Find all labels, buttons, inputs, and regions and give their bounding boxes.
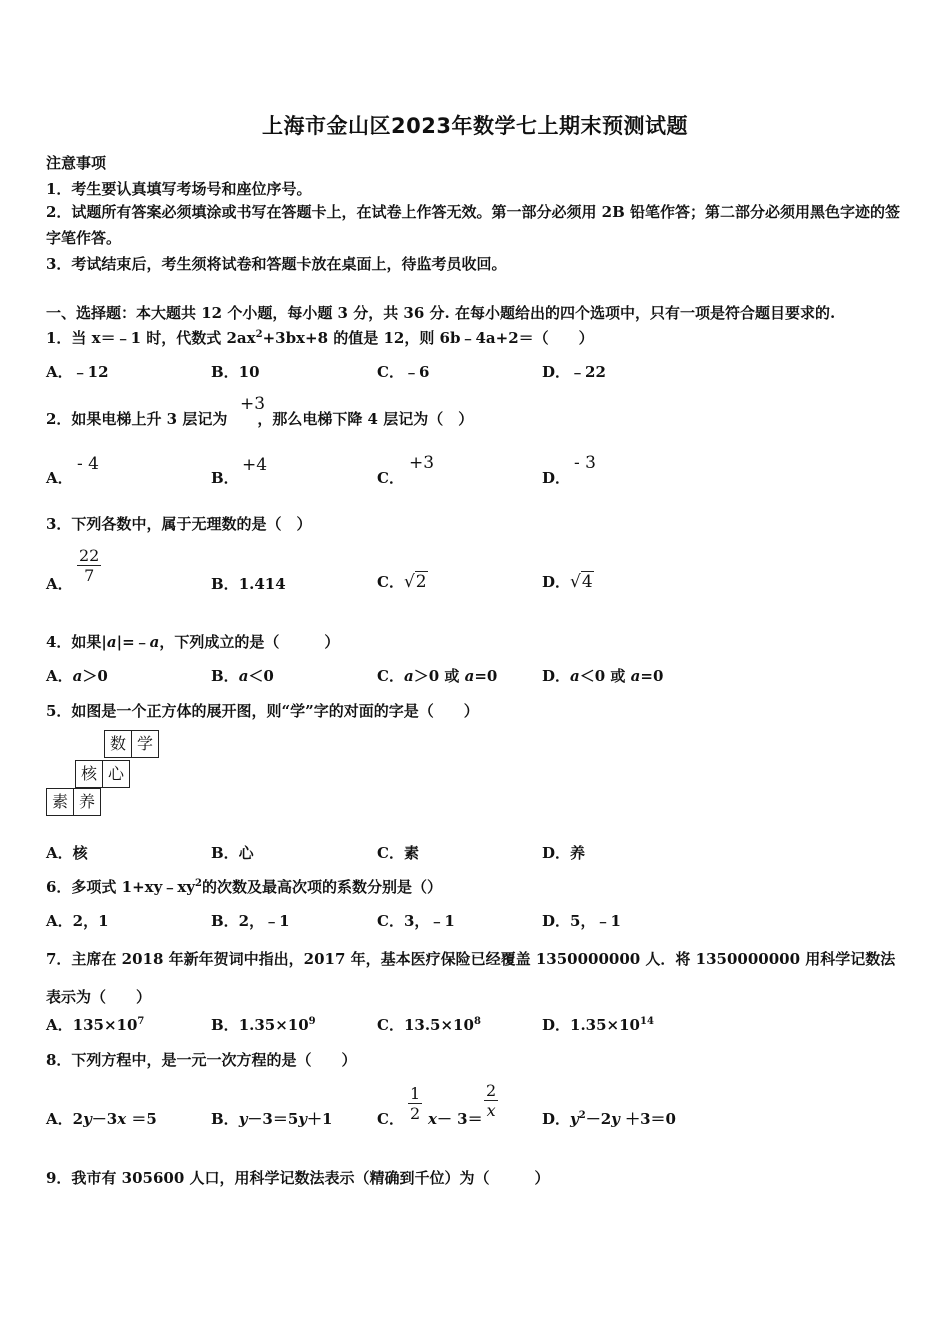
notice-item-1: 1．考生要认真填写考场号和座位序号。: [46, 180, 312, 198]
q4-option-c[interactable]: C．a＞0 或 a=0: [377, 667, 498, 685]
q3-option-a-fraction: [77, 546, 101, 585]
q4-option-d[interactable]: D．a＜0 或 a=0: [542, 667, 664, 685]
q2-option-b-label: B．: [211, 469, 239, 487]
q8-c-fraction-1: $\frac{1}{2}$: [410, 1084, 421, 1123]
q1-option-c[interactable]: C．﹣6: [377, 363, 430, 381]
q2-stem-math: +3: [240, 394, 266, 414]
net-cell-xin: 心: [102, 760, 130, 788]
net-cell-xue: 学: [131, 730, 159, 758]
q2-option-a-value: - 4: [77, 454, 99, 474]
q3-option-d-label: D．: [542, 573, 571, 591]
q3-option-a-label: A．: [46, 575, 73, 593]
question-9-stem: 9．我市有 305600 人口，用科学记数法表示（精确到千位）为（ ）: [46, 1169, 550, 1187]
notice-heading: 注意事项: [46, 154, 107, 172]
q3-option-b[interactable]: [211, 573, 286, 594]
q7-option-d[interactable]: D．$1.35\times 10^{14}$: [542, 1016, 654, 1034]
question-6-stem: 6．多项式 $1+xy﹣xy^2$的次数及最高次项的系数分别是（）: [46, 878, 442, 896]
q3-option-c-label: C．: [377, 573, 404, 591]
q2-option-a-label: A．: [46, 469, 73, 487]
question-7-stem: 7．主席在 2018 年新年贺词中指出，2017 年，基本医疗保险已经覆盖 1350000000 人．将 1350000000 用科学记数法表示为（ ）: [46, 950, 896, 1006]
net-cell-su: 素: [46, 788, 74, 816]
q8-option-b[interactable]: B．y－3＝5y＋1: [211, 1110, 333, 1128]
question-2-stem: 2．如果电梯上升 3 层记为 ，那么电梯下降 4 层记为（ ）: [46, 410, 474, 428]
question-8-stem: 8．下列方程中，是一元一次方程的是（ ）: [46, 1051, 357, 1069]
q7-option-a[interactable]: A．$135\times 10^7$: [46, 1016, 145, 1034]
notice-item-3: 3．考试结束后，考生须将试卷和答题卡放在桌面上，待监考员收回。: [46, 255, 507, 273]
q8-option-c[interactable]: C．: [377, 1110, 404, 1128]
q6-option-a[interactable]: A．2，1: [46, 912, 109, 930]
question-5-stem: 5．如图是一个正方体的展开图，则“学”字的对面的字是（ ）: [46, 702, 479, 720]
q4-option-b[interactable]: B．a＜0: [211, 667, 274, 685]
q1-option-b[interactable]: B．10: [211, 363, 260, 381]
section-heading: 一、选择题：本大题共 12 个小题，每小题 3 分，共 36 分. 在每小题给出的四个选项中，只有一项是符合题目要求的.: [46, 304, 836, 322]
q5-option-a[interactable]: A．核: [46, 844, 88, 862]
q3-option-a[interactable]: [46, 573, 73, 594]
q2-option-a[interactable]: [46, 467, 73, 488]
question-4-stem: 4．如果|a|=﹣a，下列成立的是（ ）: [46, 633, 340, 651]
q2-option-d[interactable]: [542, 467, 570, 488]
q6-option-b[interactable]: B．2，﹣1: [211, 912, 290, 930]
q3-option-d[interactable]: [542, 571, 594, 592]
q3-option-d-sqrt: √4: [570, 572, 593, 592]
q6-option-d[interactable]: D．5，﹣1: [542, 912, 621, 930]
q3-option-c[interactable]: [377, 571, 428, 592]
q3-option-c-sqrt: √2: [403, 572, 427, 592]
q3-a-denominator: 7: [84, 566, 95, 585]
q3-option-b-value: 1.414: [238, 575, 286, 593]
q7-option-c[interactable]: C．$13.5\times 10^8$: [377, 1016, 481, 1034]
net-cell-yang: 养: [73, 788, 101, 816]
q3-a-numerator: 22: [79, 546, 100, 565]
q5-option-c[interactable]: C．素: [377, 844, 419, 862]
q8-c-middle: x－ 3＝: [428, 1110, 483, 1128]
q1-option-a[interactable]: A．﹣12: [46, 363, 109, 381]
q8-option-d[interactable]: D．$y^2-2y +3=0$: [542, 1110, 676, 1128]
q2-option-d-label: D．: [542, 469, 571, 487]
q5-option-d[interactable]: D．养: [542, 844, 586, 862]
question-1-stem: 1．当 x＝﹣1 时，代数式 $2ax^2+3bx+8$ 的值是 12，则 6b﹣4a+2＝（ ）: [46, 329, 594, 347]
q2-option-b-value: +4: [242, 455, 268, 475]
q7-option-b[interactable]: B．$1.35\times 10^9$: [211, 1016, 316, 1034]
q4-option-a[interactable]: A．a＞0: [46, 667, 108, 685]
notice-item-2: 2．试题所有答案必须填涂或书写在答题卡上，在试卷上作答无效。第一部分必须用 2B 铅笔作答；第二部分必须用黑色字迹的签字笔作答。: [46, 203, 901, 247]
q2-option-c-label: C．: [377, 469, 404, 487]
q8-option-a[interactable]: A．2y－3x ＝5: [46, 1110, 157, 1128]
q5-option-b[interactable]: B．心: [211, 844, 254, 862]
page-title: 上海市金山区2023年数学七上期末预测试题: [262, 114, 688, 138]
q2-option-b[interactable]: [211, 467, 239, 488]
q6-option-c[interactable]: C．3，﹣1: [377, 912, 455, 930]
net-cell-he: 核: [75, 760, 103, 788]
q2-option-c-value: +3: [409, 453, 435, 473]
q2-option-d-value: - 3: [574, 453, 596, 473]
question-3-stem: 3．下列各数中，属于无理数的是（ ）: [46, 515, 312, 533]
q3-option-b-label: B．: [211, 575, 239, 593]
q1-option-d[interactable]: D．﹣22: [542, 363, 606, 381]
net-cell-shu: 数: [104, 730, 132, 758]
q8-c-fraction-2: $\frac{2}{x}$: [486, 1081, 497, 1120]
q2-option-c[interactable]: [377, 467, 404, 488]
